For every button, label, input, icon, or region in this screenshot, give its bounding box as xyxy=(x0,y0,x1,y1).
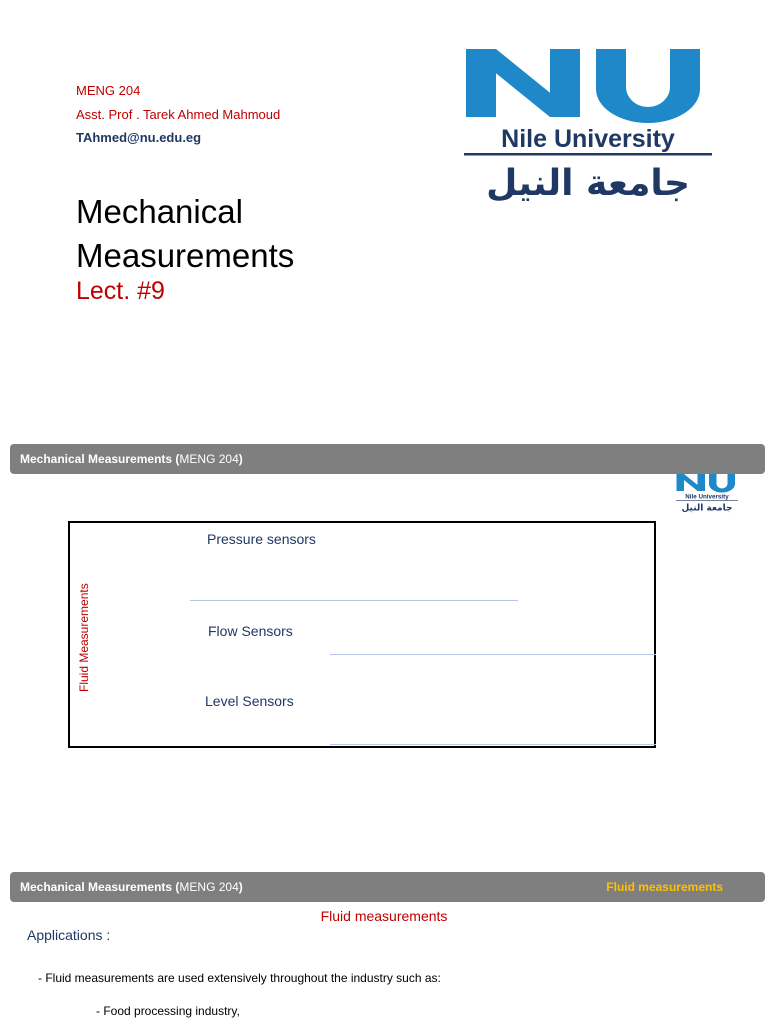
header-section-label: Fluid measurements xyxy=(606,880,723,894)
logo-arabic-text: جامعة النيل xyxy=(486,163,690,204)
fluid-measurements-box xyxy=(68,521,656,748)
header-paren: ) xyxy=(238,880,243,894)
divider-line xyxy=(190,600,518,601)
divider-line xyxy=(330,654,656,655)
professor-email: TAhmed@nu.edu.eg xyxy=(76,130,202,145)
nile-university-logo xyxy=(462,45,714,205)
topic-level-sensors: Level Sensors xyxy=(205,693,294,709)
nu-logo-small-graphic xyxy=(664,473,750,513)
logo-small-english-text: Nile University xyxy=(685,493,729,501)
lecture-title-line2: Measurements xyxy=(76,237,295,274)
applications-heading: Applications : xyxy=(27,927,111,943)
nile-university-logo-small xyxy=(664,473,750,513)
header-course-code: MENG 204 xyxy=(179,880,239,894)
slide-header xyxy=(10,444,765,474)
header-course-title: Mechanical Measurements ( xyxy=(20,880,180,894)
header-paren: ) xyxy=(238,452,243,466)
professor-name: Asst. Prof . Tarek Ahmed Mahmoud xyxy=(76,107,281,122)
slide-title: Fluid measurements xyxy=(320,908,448,924)
lecture-number: Lect. #9 xyxy=(76,277,165,305)
course-code: MENG 204 xyxy=(76,83,141,98)
nu-logo-graphic xyxy=(462,45,714,205)
slide-header xyxy=(10,872,765,902)
bullet-point: - Food processing industry, xyxy=(96,1004,240,1018)
lecture-title-line1: Mechanical xyxy=(76,193,243,230)
topic-flow-sensors: Flow Sensors xyxy=(208,623,293,639)
header-course-title: Mechanical Measurements ( xyxy=(20,452,180,466)
bullet-point: - Fluid measurements are used extensively throughout the industry such as: xyxy=(38,971,441,985)
lecture-title xyxy=(76,190,294,278)
fluid-measurements-vertical-label: Fluid Measurements xyxy=(77,583,91,692)
logo-small-arabic-text: جامعة النيل xyxy=(681,503,733,513)
header-course-code: MENG 204 xyxy=(179,452,239,466)
logo-english-text: Nile University xyxy=(501,125,675,153)
divider-line xyxy=(330,744,656,745)
topic-pressure-sensors: Pressure sensors xyxy=(207,531,316,547)
